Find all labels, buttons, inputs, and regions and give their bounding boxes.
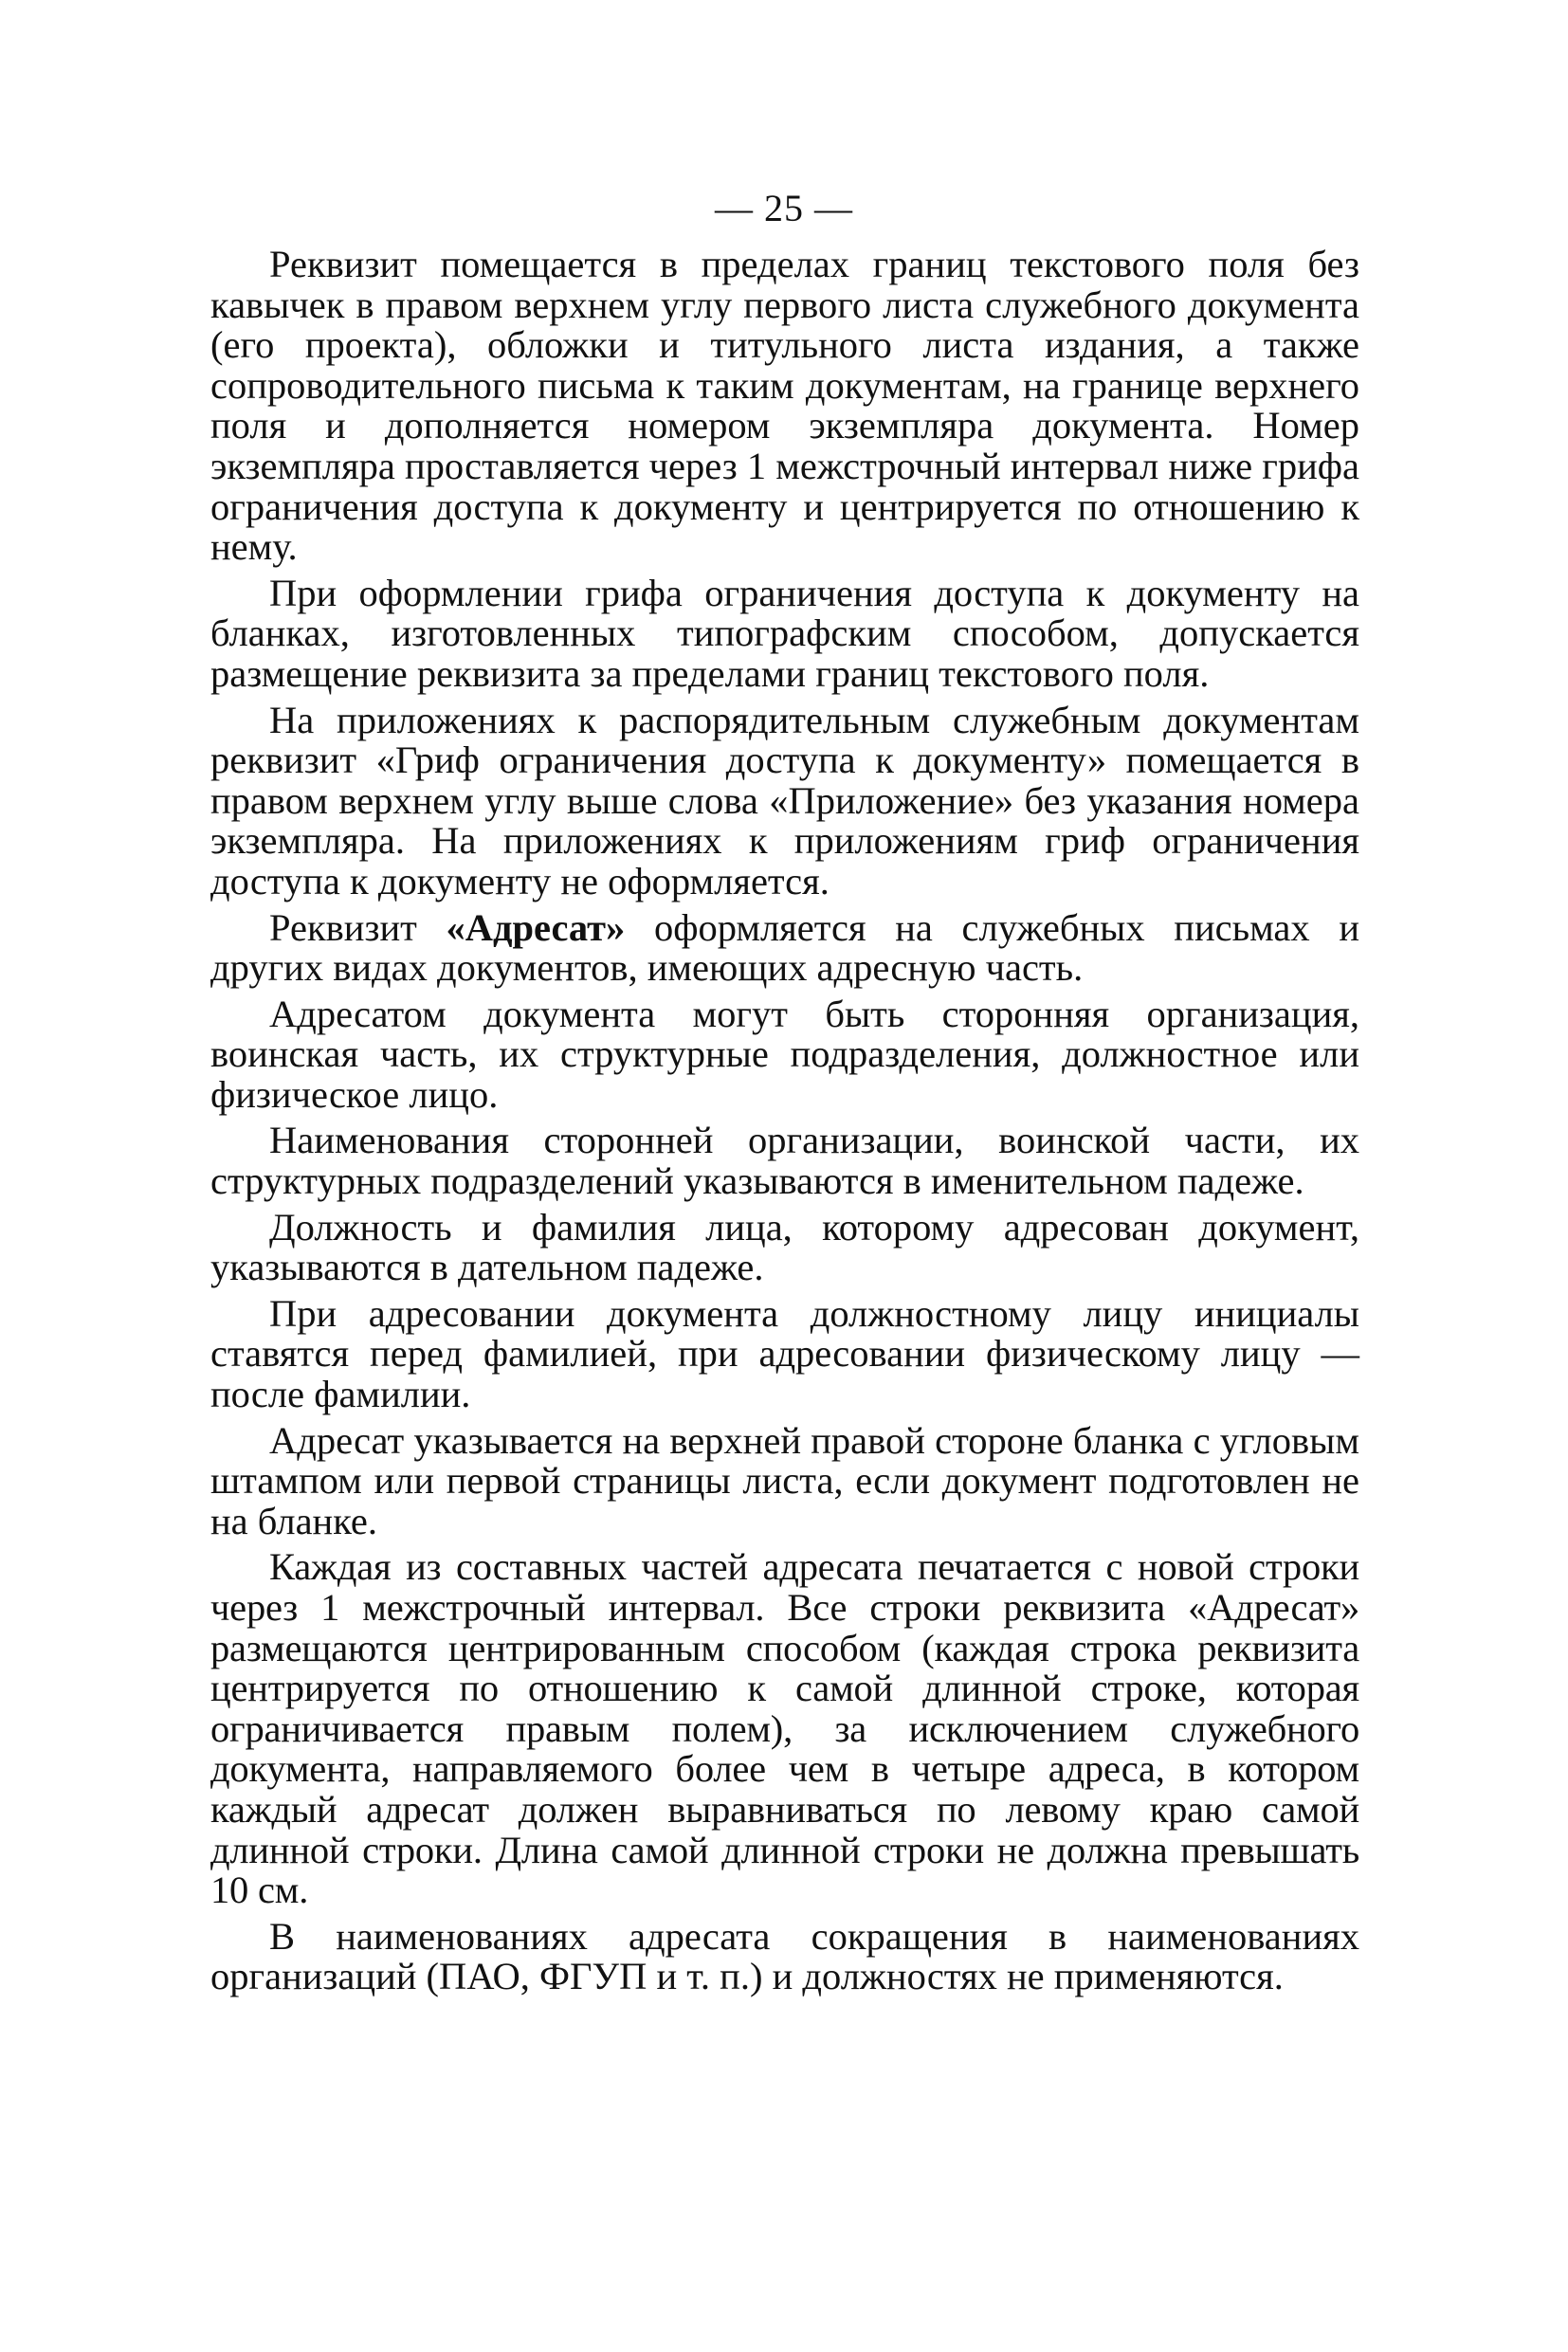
paragraph-typographic-forms: При оформлении грифа ограничения доступа к документу на бланках, изготовленных типографским способом, допускается размещение реквизита за пределами границ текстового поля. <box>210 571 1359 695</box>
paragraph-dative-case: Должность и фамилия лица, которому адресован документ, указываются в дательном падеже. <box>210 1205 1359 1289</box>
paragraph-addressee-location: Адресат указывается на верхней правой стороне бланка с угловым штампом или первой страницы листа, если документ подготовлен не на бланке. <box>210 1418 1359 1542</box>
paragraph-initials-order: При адресовании документа должностному лицу инициалы ставятся перед фамилией, при адресовании физическому лицу — после фамилии. <box>210 1291 1359 1416</box>
paragraph-rest-text: оформляется на служебных письмах и других видах документов, имеющих адресную часть. <box>210 905 1359 990</box>
document-body <box>210 245 1359 2003</box>
paragraph-nominative-case: Наименования сторонней организации, воинской части, их структурных подразделений указываются в именительном падеже. <box>210 1119 1359 1203</box>
paragraph-lead-text: Реквизит <box>269 905 447 949</box>
paragraph-addressee-layout: Каждая из составных частей адресата печатается с новой строки через 1 межстрочный интервал. Все строки реквизита «Адресат» размещаются центрированным способом (каждая строка реквизита центрируется по отношению к самой длинной строке, которая ограничивается правым полем), за исключением служебного документа, направляемого более чем в четыре адреса, в котором каждый адресат должен выравниваться по левому краю самой длинной строки. Длина самой длинной строки не должна превышать 10 см. <box>210 1545 1359 1912</box>
paragraph-abbreviations: В наименованиях адресата сокращения в наименованиях организаций (ПАО, ФГУП и т. п.) и должностях не применяются. <box>210 1914 1359 1998</box>
paragraph-addressee-requisite <box>210 905 1359 990</box>
addressee-term: «Адресат» <box>446 905 626 949</box>
paragraph-addressee-types: Адресатом документа могут быть сторонняя организация, воинская часть, их структурные подразделения, должностное или физическое лицо. <box>210 992 1359 1116</box>
paragraph-requisite-placement: Реквизит помещается в пределах границ текстового поля без кавычек в правом верхнем углу первого листа служебного документа (его проекта), обложки и титульного листа издания, а также сопроводительного письма к таким документам, на границе верхнего поля и дополняется номером экземпляра документа. Номер экземпляра проставляется через 1 межстрочный интервал ниже грифа ограничения доступа к документу и центрируется по отношению к нему. <box>210 243 1359 569</box>
paragraph-appendices: На приложениях к распорядительным служебным документам реквизит «Гриф ограничения доступа к документу» помещается в правом верхнем углу выше слова «Приложение» без указания номера экземпляра. На приложениях к приложениям гриф ограничения доступа к документу не оформляется. <box>210 698 1359 903</box>
page-number: — 25 — <box>715 187 853 229</box>
